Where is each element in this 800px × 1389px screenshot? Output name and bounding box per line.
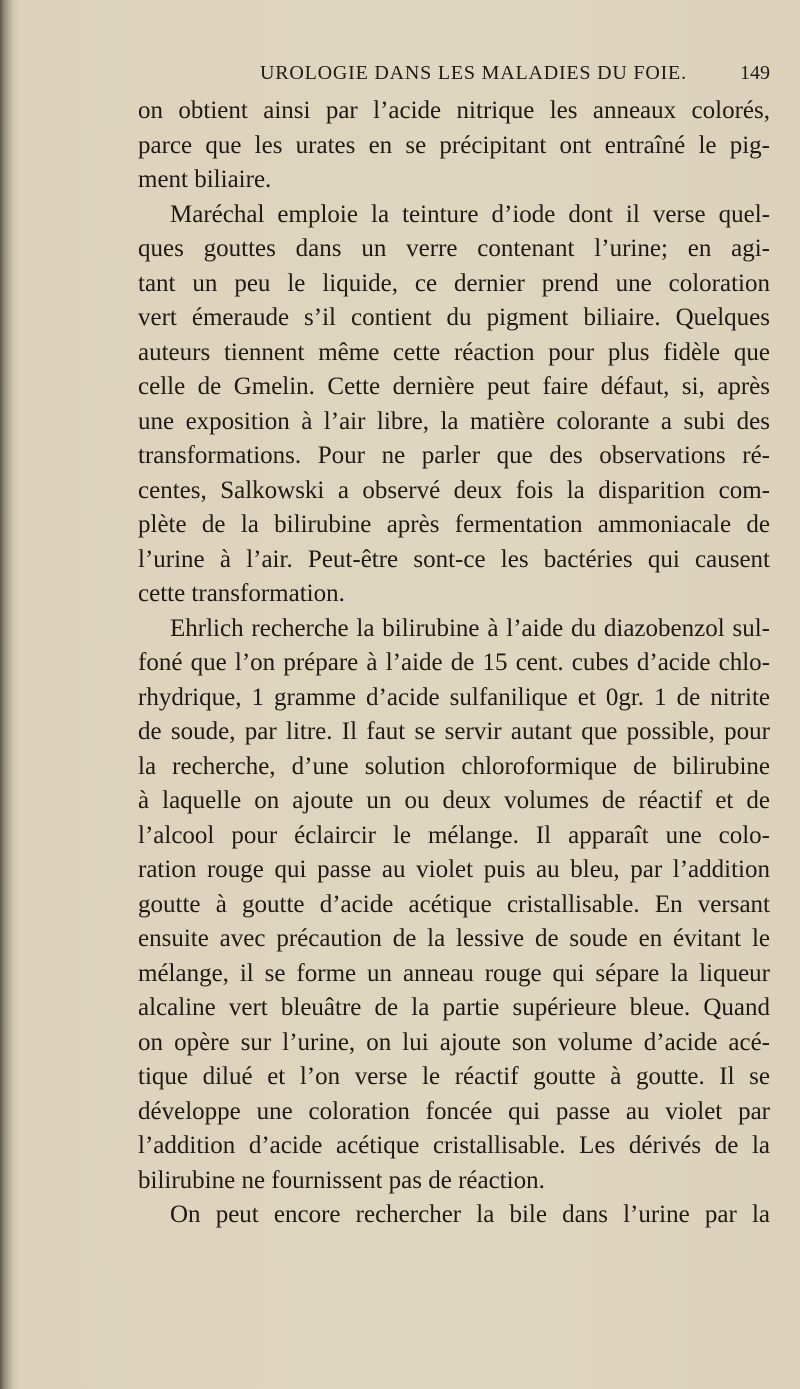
- text-line: l’alcool pour éclaircir le mélange. Il apparaît une colo-: [138, 821, 770, 849]
- text-line: une exposition à l’air libre, la matière colorante a subi des: [138, 407, 770, 435]
- text-line: plète de la bilirubine après fermentation ammoniacale de: [138, 511, 770, 538]
- text-line: la recherche, d’une solution chloroformique de bilirubine: [138, 752, 770, 780]
- text-line: ensuite avec précaution de la lessive de soude en évitant le: [138, 925, 770, 952]
- text-line: tant un peu le liquide, ce dernier prend une coloration: [138, 269, 770, 297]
- text-line: goutte à goutte d’acide acétique cristallisable. En versant: [138, 890, 770, 918]
- text-line: centes, Salkowski a observé deux fois la disparition com-: [138, 476, 770, 504]
- text-line: on obtient ainsi par l’acide nitrique les anneaux colorés,: [138, 97, 770, 124]
- text-line: tique dilué et l’on verse le réactif goutte à goutte. Il se: [138, 1063, 770, 1090]
- text-line: Ehrlich recherche la bilirubine à l’aide du diazobenzol sul-: [170, 614, 770, 642]
- text-line: transformations. Pour ne parler que des observations ré-: [138, 442, 770, 469]
- text-line: ration rouge qui passe au violet puis au bleu, par l’addition: [138, 856, 770, 883]
- page-header: [150, 62, 770, 90]
- text-line: Maréchal emploie la teinture d’iode dont il verse quel-: [170, 200, 770, 228]
- page-number: 149: [740, 62, 770, 84]
- text-line: vert émeraude s’il contient du pigment biliaire. Quelques: [138, 304, 770, 331]
- text-line: ques gouttes dans un verre contenant l’urine; en agi-: [138, 235, 770, 262]
- text-line: à laquelle on ajoute un ou deux volumes de réactif et de: [138, 787, 770, 814]
- text-line: bilirubine ne fournissent pas de réaction.: [138, 1166, 545, 1194]
- body-text: [138, 94, 770, 1233]
- text-line: alcaline vert bleuâtre de la partie supérieure bleue. Quand: [138, 994, 770, 1021]
- text-line: On peut encore rechercher la bile dans l’urine par la: [170, 1201, 770, 1228]
- text-line: développe une coloration foncée qui passe au violet par: [138, 1097, 770, 1125]
- text-line: l’addition d’acide acétique cristallisable. Les dérivés de la: [138, 1132, 770, 1159]
- text-line: cette transformation.: [138, 580, 345, 607]
- page-gutter-shadow: [0, 0, 14, 1389]
- text-line: foné que l’on prépare à l’aide de 15 cent. cubes d’acide chlo-: [138, 649, 770, 676]
- text-line: on opère sur l’urine, on lui ajoute son volume d’acide acé-: [138, 1028, 770, 1056]
- text-line: celle de Gmelin. Cette dernière peut faire défaut, si, après: [138, 373, 770, 400]
- text-line: ment biliaire.: [138, 166, 272, 193]
- text-line: de soude, par litre. Il faut se servir autant que possible, pour: [138, 718, 770, 745]
- text-line: auteurs tiennent même cette réaction pour plus fidèle que: [138, 338, 770, 366]
- text-line: rhydrique, 1 gramme d’acide sulfanilique et 0gr. 1 de nitrite: [138, 683, 770, 711]
- running-title: UROLOGIE DANS LES MALADIES DU FOIE.: [260, 62, 687, 84]
- text-line: l’urine à l’air. Peut-être sont-ce les bactéries qui causent: [138, 545, 770, 573]
- text-line: parce que les urates en se précipitant ont entraîné le pig-: [138, 131, 770, 159]
- text-line: mélange, il se forme un anneau rouge qui sépare la liqueur: [138, 959, 770, 987]
